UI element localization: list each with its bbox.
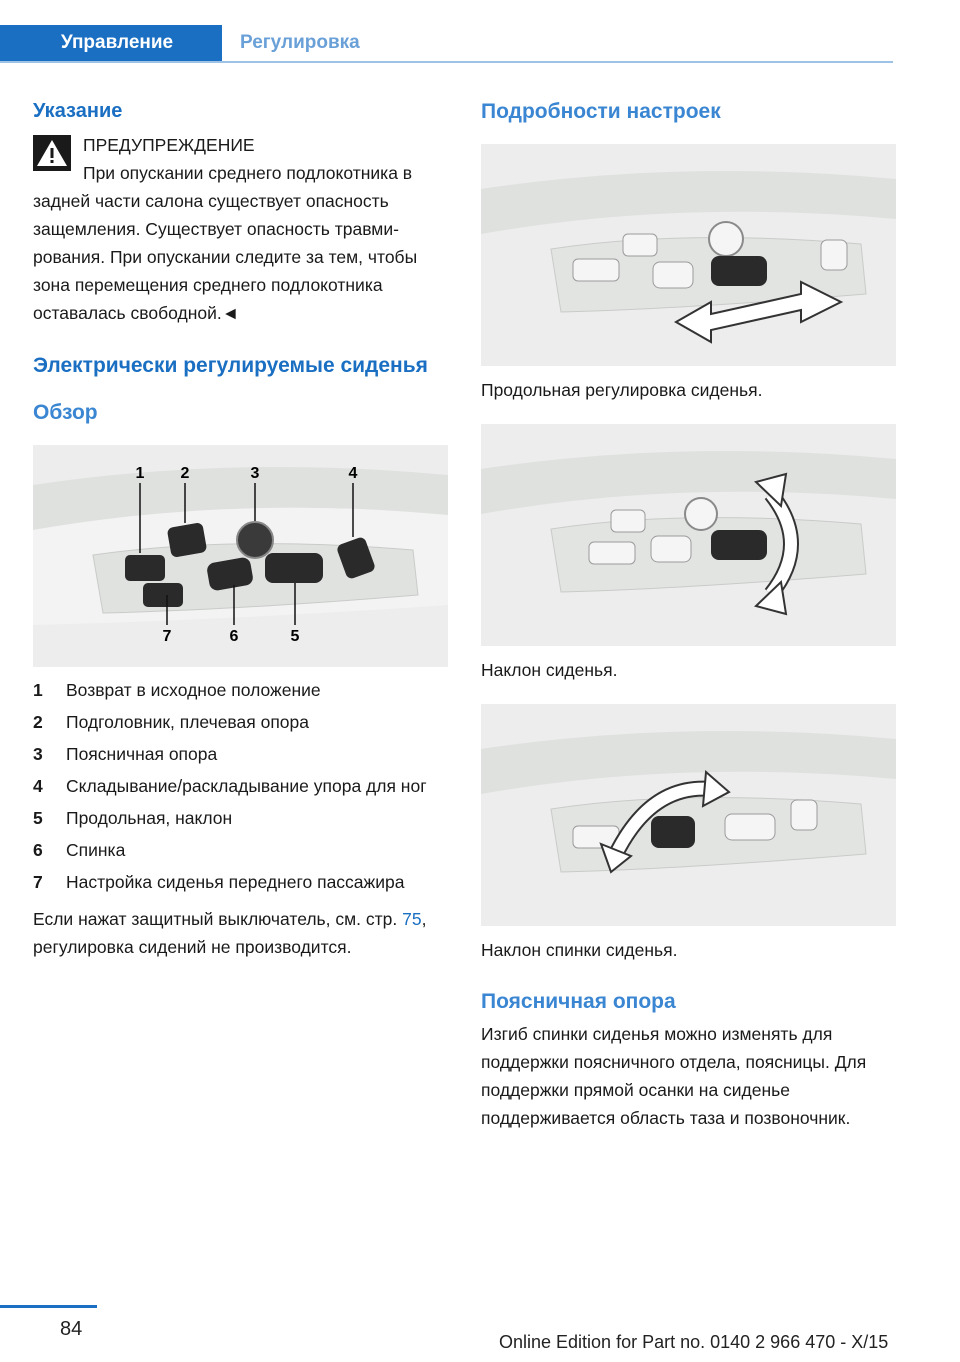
left-column — [33, 100, 448, 961]
legend-number: 2 — [33, 712, 43, 732]
footer-divider — [0, 1305, 97, 1308]
legend-text: Поясничная опора — [66, 744, 218, 764]
backrest-tilt-image — [481, 704, 896, 926]
warning-text: При опускании среднего подлокотника в задней части салона существует опасность защемления. Существует опасность травмирования. При опускании следите за тем, чтобы зона перемещения среднего подлокотника оставалась свободной.◄ — [33, 163, 418, 323]
page-header — [0, 25, 893, 63]
legend-number: 3 — [33, 744, 43, 764]
legend-number: 7 — [33, 872, 43, 892]
warning-block — [33, 131, 448, 327]
backrest-tilt-illustration — [481, 704, 896, 926]
caption-longitudinal: Продольная регулировка сиденья. — [481, 380, 763, 400]
legend-text: Спинка — [66, 840, 126, 860]
seat-longitudinal-image — [481, 144, 896, 366]
legend-text: Возврат в исходное положение — [66, 680, 321, 700]
caption-tilt: Наклон сиденья. — [481, 660, 618, 680]
legend-number: 1 — [33, 680, 43, 700]
callout-4: 4 — [348, 465, 358, 482]
lumbar-text: Изгиб спинки сиденья можно изменять для поддержки поясничного отдела, поясницы. Для поддержки прямой осанки на сиденье поддерживается область таза и позвоночник. — [481, 1024, 867, 1128]
page-number: 84 — [60, 1318, 83, 1340]
warning-icon — [33, 135, 71, 171]
note-title: Указание — [33, 100, 123, 122]
para-text-after: , регулировка сидений не производится. — [33, 909, 427, 957]
legend-number: 5 — [33, 808, 43, 828]
tab-regulirovka[interactable]: Регулировка — [240, 32, 360, 53]
legend-item — [33, 773, 448, 799]
lumbar-title: Поясничная опора — [481, 990, 676, 1013]
edition-text: Online Edition for Part no. 0140 2 966 470 - X/15 — [499, 1332, 889, 1352]
callout-7: 7 — [162, 628, 172, 645]
callout-5: 5 — [290, 628, 300, 645]
legend-text: Настройка сиденья переднего пассажира — [66, 872, 405, 892]
legend-item — [33, 709, 448, 735]
legend-text: Подголовник, плечевая опора — [66, 712, 310, 732]
header-divider — [0, 61, 893, 63]
seat-controls-illustration — [33, 445, 448, 667]
settings-details-title: Подробности настроек — [481, 100, 721, 123]
legend-item — [33, 805, 448, 831]
legend-text: Складывание/раскладывание упора для ног — [66, 776, 427, 796]
caption-backrest: Наклон спинки сиденья. — [481, 940, 678, 960]
legend-item — [33, 741, 448, 767]
safety-switch-paragraph — [33, 905, 448, 961]
legend-list — [33, 677, 448, 895]
callout-1: 1 — [135, 465, 145, 482]
seat-tilt-image — [481, 424, 896, 646]
callout-2: 2 — [180, 465, 190, 482]
subsection-title: Обзор — [33, 401, 98, 424]
callout-3: 3 — [250, 465, 260, 482]
legend-number: 4 — [33, 776, 43, 796]
right-column — [481, 100, 896, 1132]
page-link[interactable]: 75 — [402, 909, 422, 929]
legend-item — [33, 837, 448, 863]
seat-longitudinal-illustration — [481, 144, 896, 366]
warning-heading: ПРЕДУПРЕЖДЕНИЕ — [83, 135, 255, 155]
legend-number: 6 — [33, 840, 43, 860]
seat-tilt-illustration — [481, 424, 896, 646]
legend-text: Продольная, наклон — [66, 808, 233, 828]
callout-6: 6 — [229, 628, 239, 645]
para-text-before: Если нажат защитный выключатель, см. стр. — [33, 909, 403, 929]
seat-controls-overview-image — [33, 445, 448, 667]
section-title: Электрически регулируемые сиденья — [33, 354, 428, 377]
legend-item — [33, 677, 448, 703]
legend-item — [33, 869, 448, 895]
tab-upravlenie[interactable]: Управление — [0, 25, 222, 61]
